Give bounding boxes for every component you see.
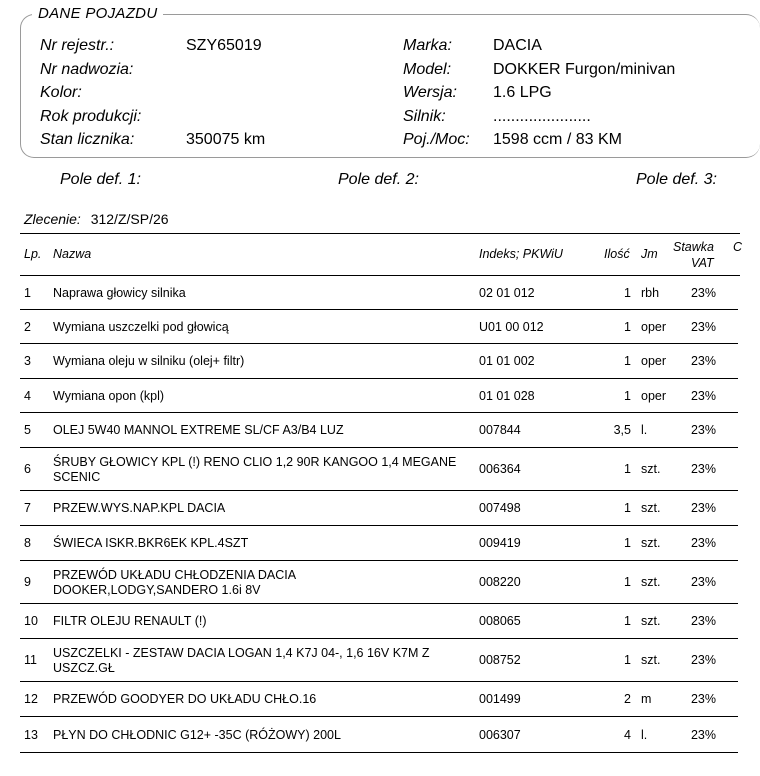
table-row <box>20 561 738 604</box>
capacity-power-value: 1598 ccm / 83 KM <box>493 131 622 148</box>
table-row <box>20 448 738 491</box>
cell-index: 02 01 012 <box>479 286 535 300</box>
col-header-name: Nazwa <box>53 247 92 261</box>
cell-unit: szt. <box>641 575 661 589</box>
cell-vat: 23% <box>690 462 716 476</box>
cell-unit: l. <box>641 423 648 437</box>
cell-qty: 1 <box>624 462 631 476</box>
cell-qty: 2 <box>624 692 631 706</box>
cell-lp: 13 <box>24 728 38 742</box>
order-number: 312/Z/SP/26 <box>90 211 169 227</box>
cell-name: Naprawa głowicy silnika <box>53 286 186 300</box>
table-row <box>20 379 738 413</box>
cell-qty: 1 <box>624 614 631 628</box>
cell-qty: 1 <box>624 575 631 589</box>
cell-qty: 1 <box>624 389 631 403</box>
cell-qty: 4 <box>624 728 631 742</box>
cell-index: 008220 <box>479 575 521 589</box>
version-value: 1.6 LPG <box>493 84 552 101</box>
capacity-power-label: Poj./Moc: <box>403 131 470 148</box>
cell-unit: oper <box>641 320 667 334</box>
cell-name: PRZEW.WYS.NAP.KPL DACIA <box>53 501 226 515</box>
row-divider <box>20 752 738 753</box>
cell-qty: 1 <box>624 536 631 550</box>
cell-index: 007844 <box>479 423 521 437</box>
mileage-value: 350075 km <box>186 131 266 148</box>
cell-lp: 3 <box>24 354 31 368</box>
table-row <box>20 682 738 717</box>
cell-name: FILTR OLEJU RENAULT (!) <box>53 614 207 628</box>
cell-qty: 1 <box>624 354 631 368</box>
cell-index: 01 01 002 <box>479 354 535 368</box>
engine-value: ...................... <box>493 108 591 125</box>
vehicle-section-title: DANE POJAZDU <box>32 5 163 22</box>
cell-lp: 7 <box>24 501 31 515</box>
reg-number-value: SZY65019 <box>186 37 262 54</box>
cell-lp: 1 <box>24 286 31 300</box>
col-header-vat-line1: Stawka <box>673 240 714 254</box>
table-row <box>20 413 738 448</box>
cell-vat: 23% <box>690 575 716 589</box>
cell-name: USZCZELKI - ZESTAW DACIA LOGAN 1,4 K7J 04-, 1,6 16V K7M Z USZCZ.GŁ <box>53 646 430 675</box>
cell-vat: 23% <box>690 501 716 515</box>
cell-index: 001499 <box>479 692 521 706</box>
cell-unit: szt. <box>641 653 661 667</box>
cell-lp: 10 <box>24 614 38 628</box>
cell-vat: 23% <box>690 653 716 667</box>
vin-label: Nr nadwozia: <box>40 61 134 78</box>
version-label: Wersja: <box>403 84 457 101</box>
engine-label: Silnik: <box>403 108 446 125</box>
cell-name: Wymiana oleju w silniku (olej+ filtr) <box>53 354 245 368</box>
cell-unit: szt. <box>641 462 661 476</box>
cell-name: Wymiana opon (kpl) <box>53 389 165 403</box>
cell-vat: 23% <box>690 614 716 628</box>
col-header-index: Indeks; PKWiU <box>479 247 563 261</box>
col-header-unit: Jm <box>641 247 658 261</box>
cell-unit: l. <box>641 728 648 742</box>
color-label: Kolor: <box>40 84 82 101</box>
cell-name: PŁYN DO CHŁODNIC G12+ -35C (RÓŻOWY) 200L <box>53 728 341 742</box>
cell-vat: 23% <box>690 354 716 368</box>
cell-name: ŚWIECA ISKR.BKR6EK KPL.4SZT <box>53 536 249 550</box>
cell-qty: 3,5 <box>613 423 631 437</box>
custom-field-2-label: Pole def. 2: <box>338 171 419 188</box>
cell-unit: szt. <box>641 614 661 628</box>
cell-index: 008752 <box>479 653 521 667</box>
mileage-label: Stan licznika: <box>40 131 135 148</box>
cell-lp: 11 <box>24 653 37 667</box>
cell-vat: 23% <box>690 320 716 334</box>
table-row <box>20 717 738 753</box>
cell-lp: 8 <box>24 536 31 550</box>
table-row <box>20 526 738 561</box>
cell-lp: 2 <box>24 320 31 334</box>
model-value: DOKKER Furgon/minivan <box>493 61 676 78</box>
table-row <box>20 639 738 682</box>
cell-lp: 9 <box>24 575 31 589</box>
cell-unit: oper <box>641 354 667 368</box>
cell-vat: 23% <box>690 728 716 742</box>
table-row <box>20 491 738 526</box>
year-label: Rok produkcji: <box>40 108 142 125</box>
cell-name: OLEJ 5W40 MANNOL EXTREME SL/CF A3/B4 LUZ <box>53 423 344 437</box>
cell-vat: 23% <box>690 536 716 550</box>
cell-index: 008065 <box>479 614 521 628</box>
cell-vat: 23% <box>690 389 716 403</box>
order-label: Zlecenie: <box>24 211 81 227</box>
cell-name: ŚRUBY GŁOWICY KPL (!) RENO CLIO 1,2 90R KANGOO 1,4 MEGANE SCENIC <box>53 455 457 484</box>
order-line <box>24 211 169 227</box>
col-header-clipped: C <box>733 240 743 254</box>
cell-unit: szt. <box>641 501 661 515</box>
make-label: Marka: <box>403 37 452 54</box>
col-header-lp: Lp. <box>24 247 42 261</box>
cell-qty: 1 <box>624 320 631 334</box>
table-row <box>20 344 738 379</box>
cell-qty: 1 <box>624 501 631 515</box>
cell-name: PRZEWÓD UKŁADU CHŁODZENIA DACIA DOOKER,LODGY,SANDERO 1.6i 8V <box>53 568 296 597</box>
cell-lp: 4 <box>24 389 31 403</box>
custom-field-1-label: Pole def. 1: <box>60 171 141 188</box>
table-top-rule <box>20 233 740 234</box>
cell-unit: m <box>641 692 652 706</box>
cell-index: 006364 <box>479 462 521 476</box>
cell-qty: 1 <box>624 286 631 300</box>
table-row <box>20 310 738 344</box>
reg-number-label: Nr rejestr.: <box>40 37 115 54</box>
cell-vat: 23% <box>690 692 716 706</box>
cell-lp: 6 <box>24 462 31 476</box>
cell-index: 009419 <box>479 536 521 550</box>
cell-name: PRZEWÓD GOODYER DO UKŁADU CHŁO.16 <box>53 692 317 706</box>
cell-qty: 1 <box>624 653 631 667</box>
col-header-qty: Ilość <box>604 247 630 261</box>
cell-lp: 12 <box>24 692 38 706</box>
table-row <box>20 604 738 639</box>
table-row <box>20 276 738 310</box>
custom-field-3-label: Pole def. 3: <box>636 171 717 188</box>
col-header-vat-line2: VAT <box>691 256 714 270</box>
cell-index: 006307 <box>479 728 521 742</box>
cell-vat: 23% <box>690 423 716 437</box>
cell-lp: 5 <box>24 423 31 437</box>
cell-unit: szt. <box>641 536 661 550</box>
cell-vat: 23% <box>690 286 716 300</box>
make-value: DACIA <box>493 37 542 54</box>
cell-index: U01 00 012 <box>479 320 544 334</box>
cell-unit: rbh <box>641 286 660 300</box>
model-label: Model: <box>403 61 452 78</box>
cell-index: 007498 <box>479 501 521 515</box>
cell-name: Wymiana uszczelki pod głowicą <box>53 320 229 334</box>
cell-index: 01 01 028 <box>479 389 535 403</box>
cell-unit: oper <box>641 389 667 403</box>
